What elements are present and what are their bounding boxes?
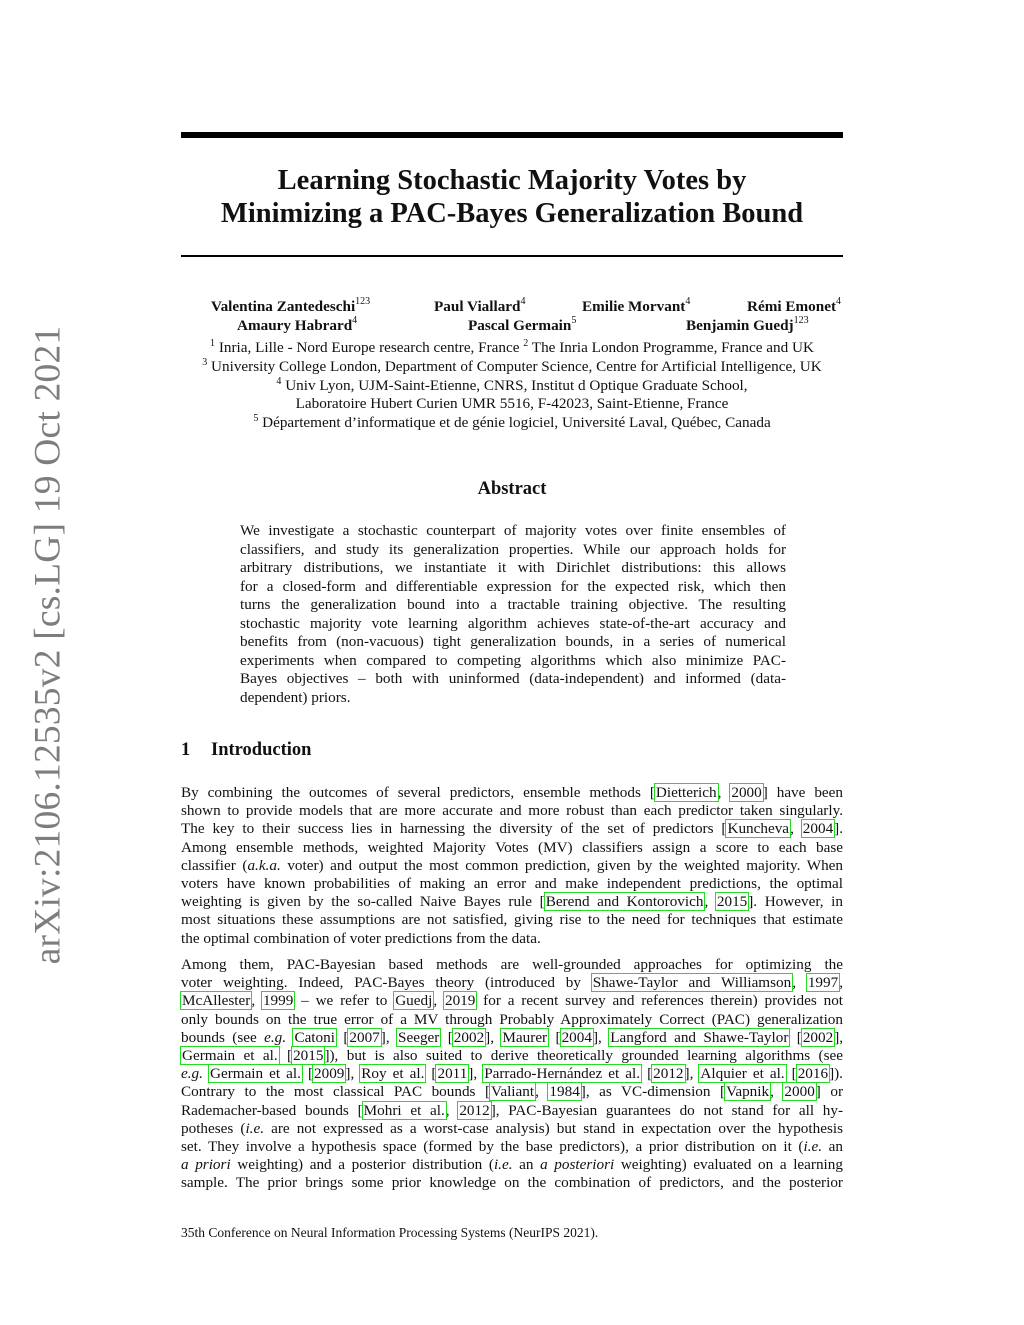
citation-link[interactable]: 2004	[561, 1028, 592, 1046]
citation-link[interactable]: Langford and Shawe-Taylor	[610, 1028, 789, 1046]
citation-link[interactable]: 2002	[802, 1028, 834, 1046]
citation-link[interactable]: Kuncheva	[727, 820, 790, 838]
citation-link[interactable]: 2009	[314, 1065, 345, 1083]
abstract-line: We investigate a stochastic counterpart of majority votes over finite ensembles of	[240, 522, 786, 539]
abstract-line: dependent) priors.	[240, 688, 351, 706]
citation-link[interactable]: Germain et al.	[209, 1065, 301, 1083]
citation-link[interactable]: Alquier et al.	[700, 1065, 785, 1083]
citation-link[interactable]: 2012	[653, 1065, 684, 1083]
citation-link[interactable]: McAllester	[182, 992, 251, 1010]
citation-link[interactable]: Maurer	[502, 1028, 548, 1046]
author: Rémi Emonet$^4$	[747, 296, 841, 316]
author: Emilie Morvant$^4$	[582, 296, 691, 316]
affiliation-line: $^5$ Département d’informatique et de génie logiciel, Université Laval, Québec, Canada	[253, 413, 771, 432]
intro-paragraph-1: By combining the outcomes of several predictors, ensemble methods [Dietterich, 2000] have been shown to provide models that are more accurate and more robust than each predictor taken singularly. The key to their success lies in harnessing the diversity of the set of predictors [Kuncheva, 2004]. Among ensemble methods, weighted Majority Votes (MV) classifiers assign a score to each base classifier (a.k.a. voter) and output the most common prediction, given by the weighted majority. When voters have known probabilities of making an error and make independent predictions, the optimal weighting is given by the so-called Naive Bayes rule [Berend and Kontorovich, 2015]. However, in most situations these assumptions are not satisfied, giving rise to the need for techniques that estimate the optimal combination of voter predictions from the data.	[181, 784, 844, 947]
affiliation-line: Laboratoire Hubert Curien UMR 5516, F-42023, Saint-Etienne, France	[295, 395, 729, 412]
affiliation-line: $^3$ University College London, Department of Computer Science, Centre for Artificial Intelligence, UK	[202, 357, 822, 376]
arxiv-identifier-stamp: arXiv:2106.12535v2 [cs.LG] 19 Oct 2021	[27, 325, 69, 965]
affiliation-line: $^1$ Inria, Lille - Nord Europe research centre, France $^2$ The Inria London Programme, France and UK	[210, 338, 814, 357]
citation-link[interactable]: 2004	[802, 820, 834, 838]
paper-title	[181, 164, 843, 230]
citation-link[interactable]: Parrado-Hernández et al.	[484, 1065, 641, 1083]
citation-link[interactable]: 1999	[262, 992, 294, 1010]
citation-link[interactable]: 1997	[807, 974, 839, 992]
citation-link[interactable]: 2000	[731, 784, 762, 801]
citation-link[interactable]: Guedj	[395, 992, 433, 1010]
author: Valentina Zantedeschi$^{123}$	[211, 296, 371, 316]
title-line-1: Learning Stochastic Majority Votes by	[277, 165, 747, 196]
conference-footer: 35th Conference on Neural Information Processing Systems (NeurIPS 2021).	[181, 1225, 599, 1240]
citation-link[interactable]: 2019	[444, 992, 476, 1010]
abstract-line: Bayes objectives – both with uninformed (data-independent) and informed (data-	[240, 670, 786, 687]
citation-link[interactable]: Dietterich	[655, 784, 717, 801]
author: Pascal Germain$^5$	[468, 315, 577, 335]
citation-link[interactable]: 2000	[784, 1083, 815, 1101]
citation-link[interactable]: Mohri et al.	[363, 1101, 445, 1119]
citation-link[interactable]: Berend and Kontorovich	[545, 893, 704, 911]
citation-link[interactable]: 2016	[797, 1065, 829, 1083]
author: Benjamin Guedj$^{123}$	[686, 315, 809, 335]
citation-link[interactable]: Catoni	[294, 1028, 335, 1046]
affiliation-line: $^4$ Univ Lyon, UJM-Saint-Etienne, CNRS, Institut d Optique Graduate School,	[276, 376, 748, 395]
abstract-line: benefits from (non-vacuous) tight generalization bounds, in a series of numerical	[240, 633, 786, 650]
citation-link[interactable]: 2012	[459, 1101, 490, 1119]
citation-link[interactable]: Shawe-Taylor and Williamson	[592, 974, 792, 992]
citation-link[interactable]: Germain et al.	[182, 1047, 278, 1065]
abstract-heading: Abstract	[477, 479, 547, 499]
title-top-rule	[181, 132, 843, 138]
abstract-line: for a closed-form and differentiable expression for the expected risk, which then	[240, 577, 786, 595]
author: Amaury Habrard$^4$	[237, 315, 358, 335]
abstract-line: turns the generalization bound into a tractable training objective. The resulting	[240, 596, 786, 613]
citation-link[interactable]: 2015	[716, 893, 748, 911]
citation-link[interactable]: Valiant	[491, 1083, 535, 1101]
citation-link[interactable]: 1984	[549, 1083, 580, 1101]
citation-link[interactable]: 2007	[349, 1028, 380, 1046]
citation-link[interactable]: Seeger	[398, 1028, 440, 1046]
abstract-line: experiments when compared to competing algorithms which also minimize PAC-	[240, 651, 786, 669]
title-line-2: Minimizing a PAC-Bayes Generalization Bound	[220, 198, 804, 229]
citation-link[interactable]: Roy et al.	[361, 1065, 425, 1083]
abstract-line: stochastic majority vote learning algorithm achieves state-of-the-art accuracy and	[240, 614, 786, 632]
abstract-body	[240, 522, 786, 707]
citation-link[interactable]: Vapnik	[726, 1083, 770, 1101]
intro-paragraph-2: Among them, PAC-Bayesian based methods are well-grounded approaches for optimizing the voter weighting. Indeed, PAC-Bayes theory (introduced by Shawe-Taylor and Williamson, 1997, McAllester, 1999 – we refer to Guedj, 2019 for a recent survey and references therein) provides not only bounds on the true error of a MV through Probably Approximately Correct (PAC) generalization bounds (see e.g. Catoni [2007], Seeger [2002], Maurer [2004], Langford and Shawe-Taylor [2002], Germain et al. [2015]), but is also suited to derive theoretically grounded learning algorithms (see e.g. Germain et al. [2009], Roy et al. [2011], Parrado-Hernández et al. [2012], Alquier et al. [2016]). Contrary to the most classical PAC bounds [Valiant, 1984], as VC-dimension [Vapnik, 2000] or Rademacher-based bounds [Mohri et al., 2012], PAC-Bayesian guarantees do not stand for all hy- potheses (i.e. are not expressed as a worst-case analysis) but stand in expectation over the hypothesis set. They involve a hypothesis space (formed by the base predictors), a prior distribution on it (i.e. an a priori weighting) and a posterior distribution (i.e. an a posteriori weighting) evaluated on a learning sample. The prior brings some prior knowledge on the combination of predictors, and the posterior	[181, 956, 844, 1192]
citation-link[interactable]: 2015	[293, 1047, 324, 1065]
author: Paul Viallard$^4$	[434, 296, 526, 316]
title-bottom-rule	[181, 255, 843, 257]
section-heading-introduction: 1 Introduction	[181, 740, 312, 760]
citation-link[interactable]: 2002	[453, 1028, 485, 1046]
citation-link[interactable]: 2011	[437, 1065, 468, 1083]
abstract-line: arbitrary distributions, we instantiate it with Dirichlet distributions: this allows	[240, 559, 786, 576]
abstract-line: classifiers, and study its generalization properties. While our approach holds for	[240, 540, 786, 558]
